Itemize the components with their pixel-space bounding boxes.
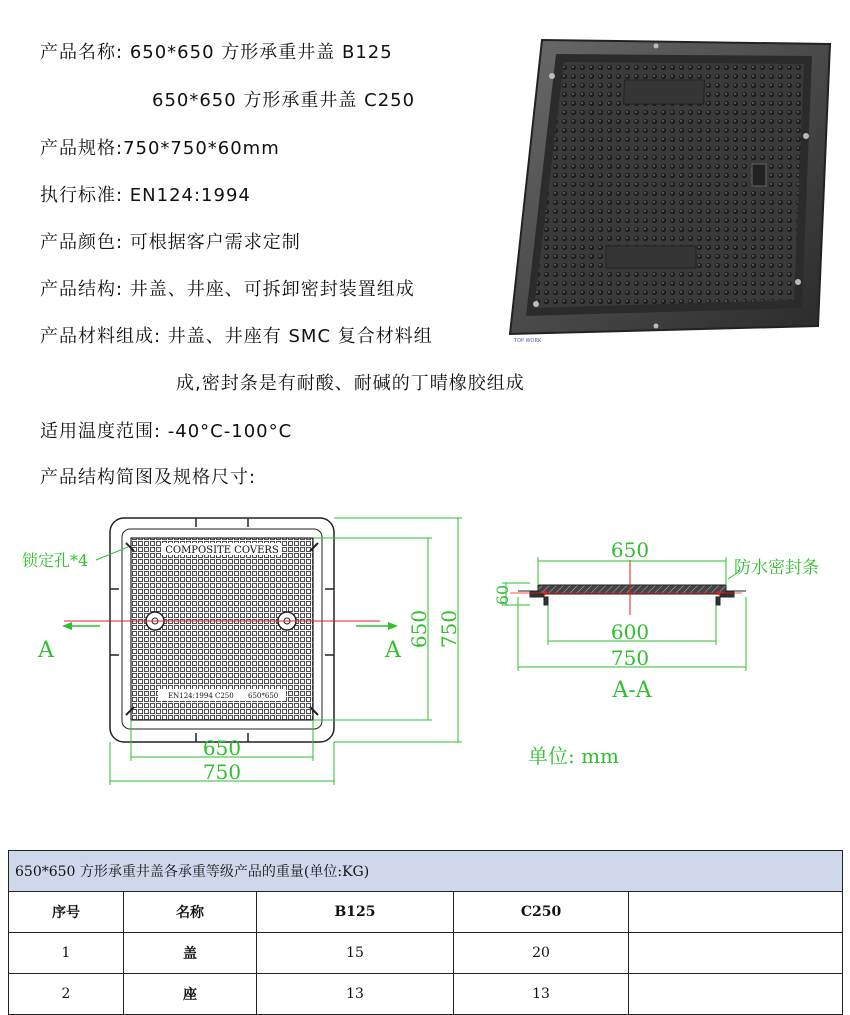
header-index: 序号: [9, 892, 124, 933]
header-name: 名称: [124, 892, 257, 933]
product-photo: [506, 36, 836, 346]
cell-name: 座: [124, 974, 257, 1015]
cover-bottom-text-3: 650*650: [248, 692, 279, 700]
cell-index: 1: [9, 933, 124, 974]
section-marker-left: A: [38, 638, 54, 663]
spec-material-2: 成,密封条是有耐酸、耐碱的丁晴橡胶组成: [176, 373, 525, 394]
section-dim-600: 600: [610, 620, 650, 644]
spec-name-2: 650*650 方形承重井盖 C250: [152, 90, 416, 111]
cell-blank: [629, 974, 843, 1015]
section-marker-right: A: [385, 638, 401, 663]
technical-drawing: [0, 505, 850, 805]
section-title: A-A: [612, 678, 652, 703]
table-caption: 650*650 方形承重井盖各承重等级产品的重量(单位:KG): [9, 851, 843, 892]
dim-650-horizontal: 650: [202, 736, 242, 760]
spec-material-1: 产品材料组成: 井盖、井座有 SMC 复合材料组: [40, 326, 433, 347]
cover-bottom-text-1: EN124:1994: [168, 692, 213, 700]
section-dim-60: 60: [493, 584, 512, 606]
spec-temperature: 适用温度范围: -40°C-100°C: [40, 421, 293, 442]
weight-table: [8, 850, 843, 1015]
section-view: [518, 585, 746, 605]
table-row: [9, 974, 843, 1015]
table-row: [9, 933, 843, 974]
spec-name-1: 650*650 方形承重井盖 B125: [129, 42, 393, 63]
diagram-heading: 产品结构简图及规格尺寸:: [40, 467, 257, 488]
cell-c250: 13: [454, 974, 629, 1015]
header-blank: [629, 892, 843, 933]
cell-b125: 13: [257, 974, 454, 1015]
spec-standard: 执行标准: EN124:1994: [40, 185, 251, 206]
seal-label: 防水密封条: [734, 558, 819, 578]
cell-index: 2: [9, 974, 124, 1015]
cover-top-text: COMPOSITE COVERS: [165, 545, 279, 556]
lock-hole-label: 锁定孔*4: [22, 551, 89, 570]
cover-bottom-text-2: C250: [215, 692, 234, 700]
cell-c250: 20: [454, 933, 629, 974]
cell-name: 盖: [124, 933, 257, 974]
spec-size: 产品规格:750*750*60mm: [40, 138, 280, 159]
header-b125: B125: [257, 892, 454, 933]
header-c250: C250: [454, 892, 629, 933]
spec-structure: 产品结构: 井盖、井座、可拆卸密封装置组成: [40, 279, 415, 300]
table-header-row: [9, 892, 843, 933]
plan-view: [110, 518, 334, 742]
section-dim-650: 650: [610, 538, 650, 562]
photo-watermark: TOP WORK: [514, 338, 542, 344]
dim-750-vertical: 750: [437, 609, 461, 649]
section-dim-750: 750: [610, 646, 650, 670]
spec-name-label: 产品名称:: [40, 42, 124, 63]
spec-product-name: [40, 38, 393, 64]
dim-650-vertical: 650: [407, 609, 431, 649]
cell-blank: [629, 933, 843, 974]
cell-b125: 15: [257, 933, 454, 974]
unit-label: 单位: mm: [528, 744, 620, 768]
spec-color: 产品颜色: 可根据客户需求定制: [40, 232, 301, 253]
dim-750-horizontal: 750: [202, 760, 242, 784]
